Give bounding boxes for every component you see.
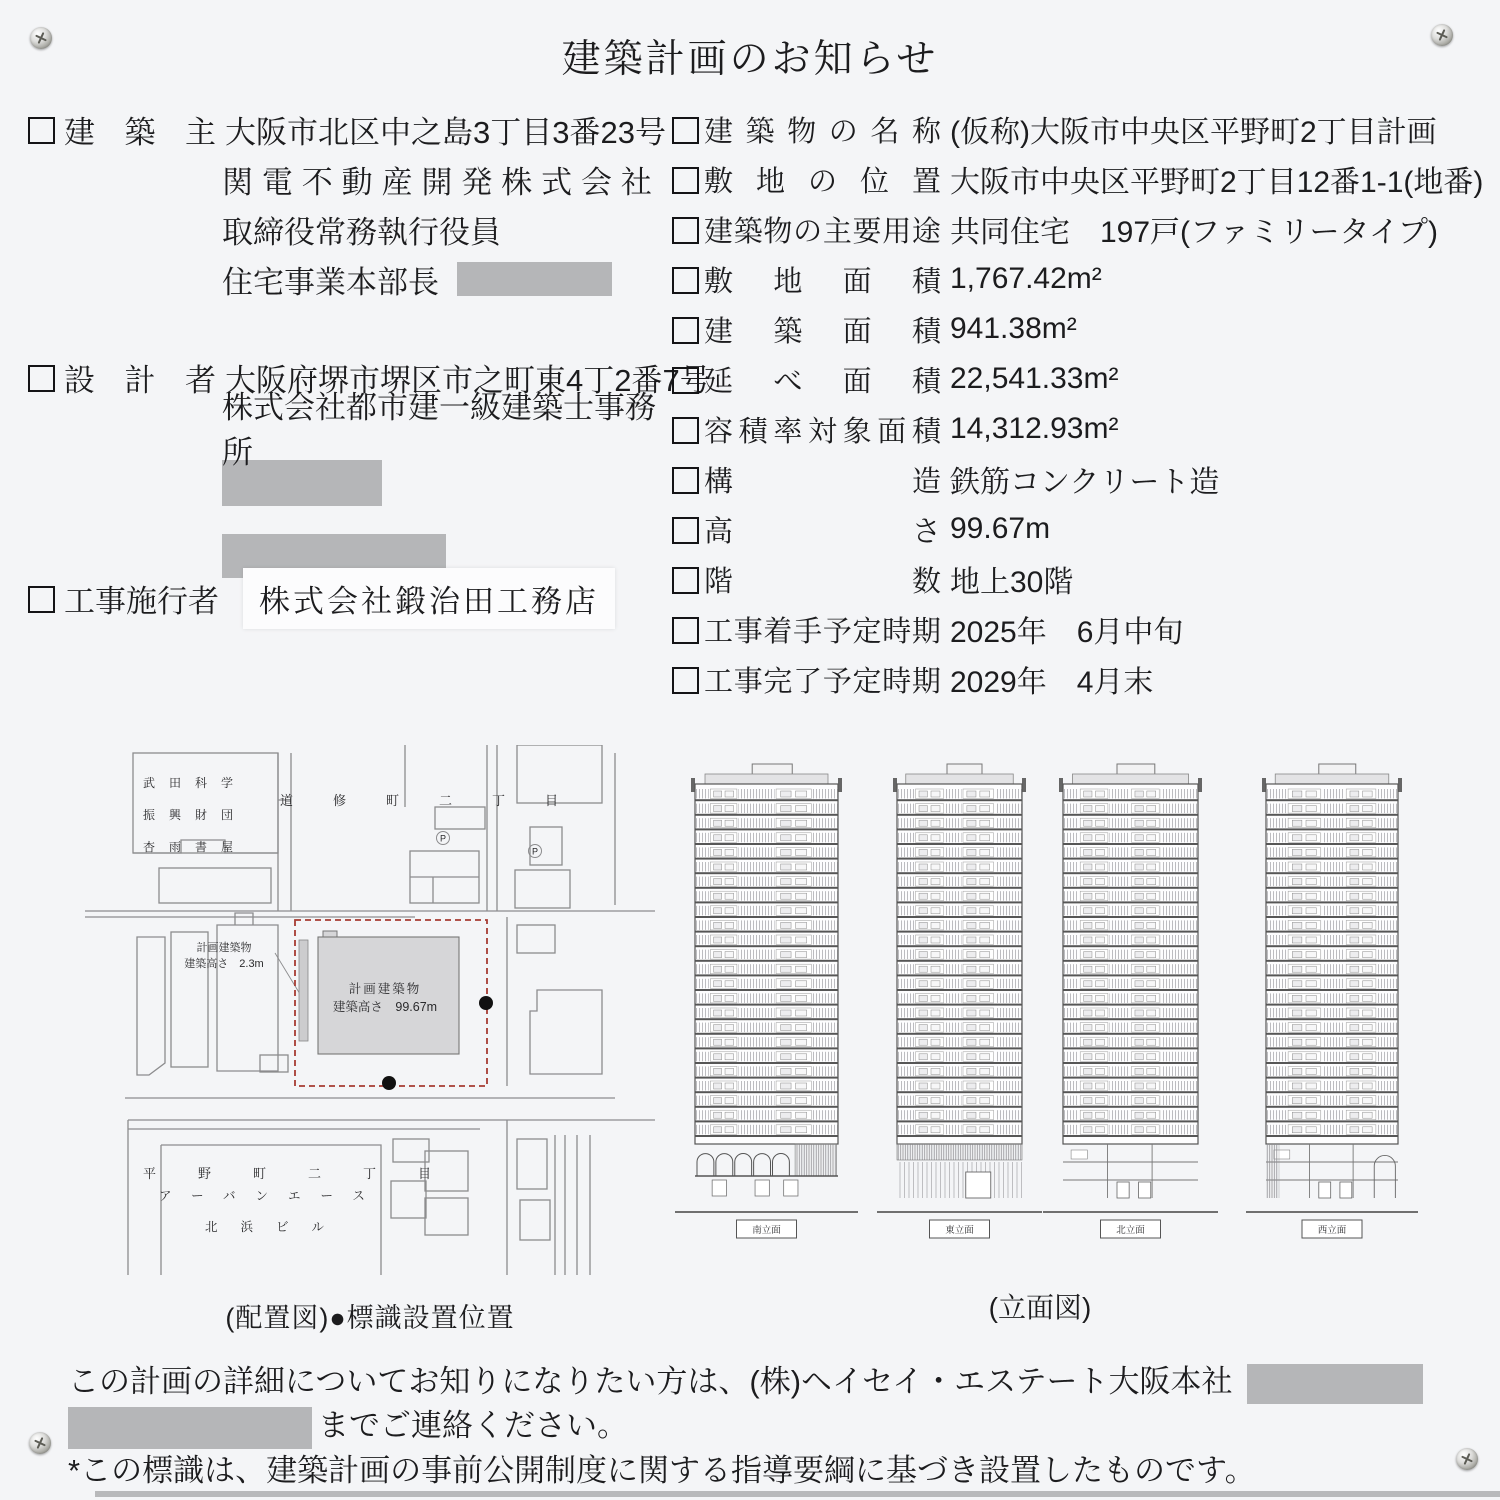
spec-value: 共同住宅 197戸(ファミリータイプ) — [950, 216, 1438, 249]
page-title: 建築計画のお知らせ — [561, 38, 939, 81]
spec-row — [672, 154, 1482, 204]
spec-value: 2025年 6月中旬 — [950, 616, 1184, 649]
spec-label: 容 積 率 対 象 面 積 — [704, 415, 941, 448]
spec-label: 延 べ 面 積 — [704, 365, 941, 398]
spec-label: 工 事 完 了 予 定 時 期 — [704, 665, 941, 698]
designer-company: 株式会社都市建一級建築士事務所 — [222, 390, 656, 470]
elevation-tower — [1246, 764, 1418, 1238]
svg-text:P: P — [531, 846, 539, 857]
screw-icon — [29, 1432, 51, 1454]
spec-column — [672, 104, 1482, 704]
spec-row — [672, 254, 1482, 304]
elevation-view-label: 南立面 — [752, 1225, 781, 1236]
redaction-box — [68, 1407, 312, 1449]
spec-label: 工 事 着 手 予 定 時 期 — [704, 615, 941, 648]
builder-row — [28, 104, 668, 154]
checkbox-icon — [672, 167, 699, 194]
builder-address: 大阪市北区中之島3丁目3番23号 — [225, 114, 666, 150]
designer-label: 設 計 者 — [64, 362, 216, 398]
elevation-caption: (立面図) — [988, 1292, 1092, 1323]
spec-value: 地上30階 — [950, 566, 1074, 599]
checkbox-icon — [672, 367, 699, 394]
board-edge — [95, 1491, 1500, 1497]
spec-value: 大阪市中央区平野町2丁目12番1-1(地番) — [950, 166, 1484, 199]
spec-row — [672, 404, 1482, 454]
elevation-tower — [1043, 764, 1218, 1238]
svg-text:振興財団: 振興財団 — [143, 808, 248, 822]
builder-role2: 住宅事業本部長 — [222, 264, 439, 300]
checkbox-icon — [672, 567, 699, 594]
spec-label: 建 築 物 の 名 称 — [704, 115, 941, 148]
spec-value: 鉄筋コンクリート造 — [950, 466, 1220, 499]
checkbox-icon — [28, 365, 55, 392]
checkbox-icon — [672, 217, 699, 244]
checkbox-icon — [672, 667, 699, 694]
builder-company: 関 電 不 動 産 開 発 株 式 会 社 — [222, 164, 652, 200]
spec-row — [672, 204, 1482, 254]
spec-value: 99.67m — [950, 512, 1051, 545]
spec-label: 階 数 — [704, 565, 941, 598]
checkbox-icon — [672, 417, 699, 444]
spec-value: 2029年 4月末 — [950, 666, 1154, 699]
checkbox-icon — [672, 117, 699, 144]
svg-text:北浜ビル: 北浜ビル — [205, 1220, 348, 1234]
svg-text:P: P — [439, 833, 447, 844]
elevation-drawings — [660, 758, 1420, 1258]
sign-location-dot — [382, 1076, 396, 1090]
svg-text:杏雨書屋: 杏雨書屋 — [143, 840, 248, 854]
elevation-view-label: 北立面 — [1116, 1225, 1145, 1236]
checkbox-icon — [672, 617, 699, 644]
spec-value: 14,312.93m² — [950, 412, 1119, 445]
checkbox-icon — [672, 317, 699, 344]
checkbox-icon — [672, 517, 699, 544]
spec-value: 941.38m² — [950, 312, 1077, 345]
builder-company-row — [28, 154, 668, 204]
svg-text:武田科学: 武田科学 — [143, 776, 248, 790]
footer-line3 — [68, 1449, 1423, 1493]
elevation-tower — [877, 764, 1042, 1238]
screw-icon — [1456, 1448, 1478, 1470]
map-building — [133, 753, 278, 853]
spec-value: (仮称)大阪市中央区平野町2丁目計画 — [950, 116, 1437, 149]
spec-label: 高 さ — [704, 515, 941, 548]
footer-line2 — [68, 1404, 1423, 1449]
checkbox-icon — [672, 467, 699, 494]
builder-role1: 取締役常務執行役員 — [222, 214, 501, 250]
builder-label: 建 築 主 — [64, 114, 216, 150]
elevation-view-label: 東立面 — [945, 1225, 974, 1236]
svg-text:アーバンエース: アーバンエース — [159, 1189, 385, 1203]
contractor-label: 工事施行者 — [64, 584, 219, 619]
footer-line3-text: *この標識は、建築計画の事前公開制度に関する指導要綱に基づき設置したものです。 — [68, 1452, 1256, 1488]
spec-label: 建 築 物 の 主 要 用 途 — [704, 215, 941, 248]
redaction-box — [457, 262, 612, 296]
spec-label: 敷 地 面 積 — [704, 265, 941, 298]
spec-row — [672, 354, 1482, 404]
spec-row — [672, 554, 1482, 604]
builder-role2-row — [28, 254, 668, 304]
contractor-company-sticker: 株式会社鍛治田工務店 — [243, 568, 615, 629]
spec-label: 敷 地 の 位 置 — [704, 165, 941, 198]
redaction-box — [1247, 1364, 1423, 1404]
sign-location-dot — [479, 996, 493, 1010]
svg-text:建築高さ 2.3m: 建築高さ 2.3m — [184, 958, 264, 970]
elevation-tower — [675, 764, 858, 1238]
map-caption: (配置図)●標識設置位置 — [225, 1303, 515, 1333]
spec-label: 構 造 — [704, 465, 941, 498]
spec-value: 1,767.42m² — [950, 262, 1102, 295]
spec-value: 22,541.33m² — [950, 362, 1119, 395]
footer — [68, 1360, 1423, 1493]
map-building — [159, 868, 271, 903]
footer-line2-text: までご連絡ください。 — [318, 1408, 628, 1443]
spec-row — [672, 604, 1482, 654]
checkbox-icon — [672, 267, 699, 294]
checkbox-icon — [28, 586, 55, 613]
elevation-view-label: 西立面 — [1317, 1225, 1347, 1236]
designer-group — [28, 352, 711, 578]
spec-row — [672, 654, 1482, 704]
footer-line1 — [68, 1360, 1423, 1404]
low-building — [299, 940, 308, 1041]
spec-row — [672, 304, 1482, 354]
parking-icon — [437, 832, 542, 858]
svg-text:建築高さ 99.67m: 建築高さ 99.67m — [332, 1000, 438, 1014]
contractor-group — [28, 568, 668, 629]
spec-row — [672, 454, 1482, 504]
svg-text:計画建築物: 計画建築物 — [196, 942, 252, 954]
svg-text:道修町二丁目: 道修町二丁目 — [280, 793, 599, 808]
designer-address: 大阪府堺市堺区市之町東4丁2番7号 — [225, 362, 711, 398]
spec-row — [672, 104, 1482, 154]
svg-text:平野町二丁目: 平野町二丁目 — [143, 1166, 474, 1181]
builder-role1-row — [28, 204, 668, 254]
spec-row — [672, 504, 1482, 554]
svg-text:計画建築物: 計画建築物 — [348, 982, 422, 996]
designer-company-row — [28, 390, 668, 470]
checkbox-icon — [28, 117, 55, 144]
spec-label: 建 築 面 積 — [704, 315, 941, 348]
site-map — [85, 745, 655, 1275]
footer-line1-text: この計画の詳細についてお知りになりたい方は、(株)ヘイセイ・エステート大阪本社 — [68, 1364, 1233, 1399]
parties-column — [28, 104, 711, 619]
